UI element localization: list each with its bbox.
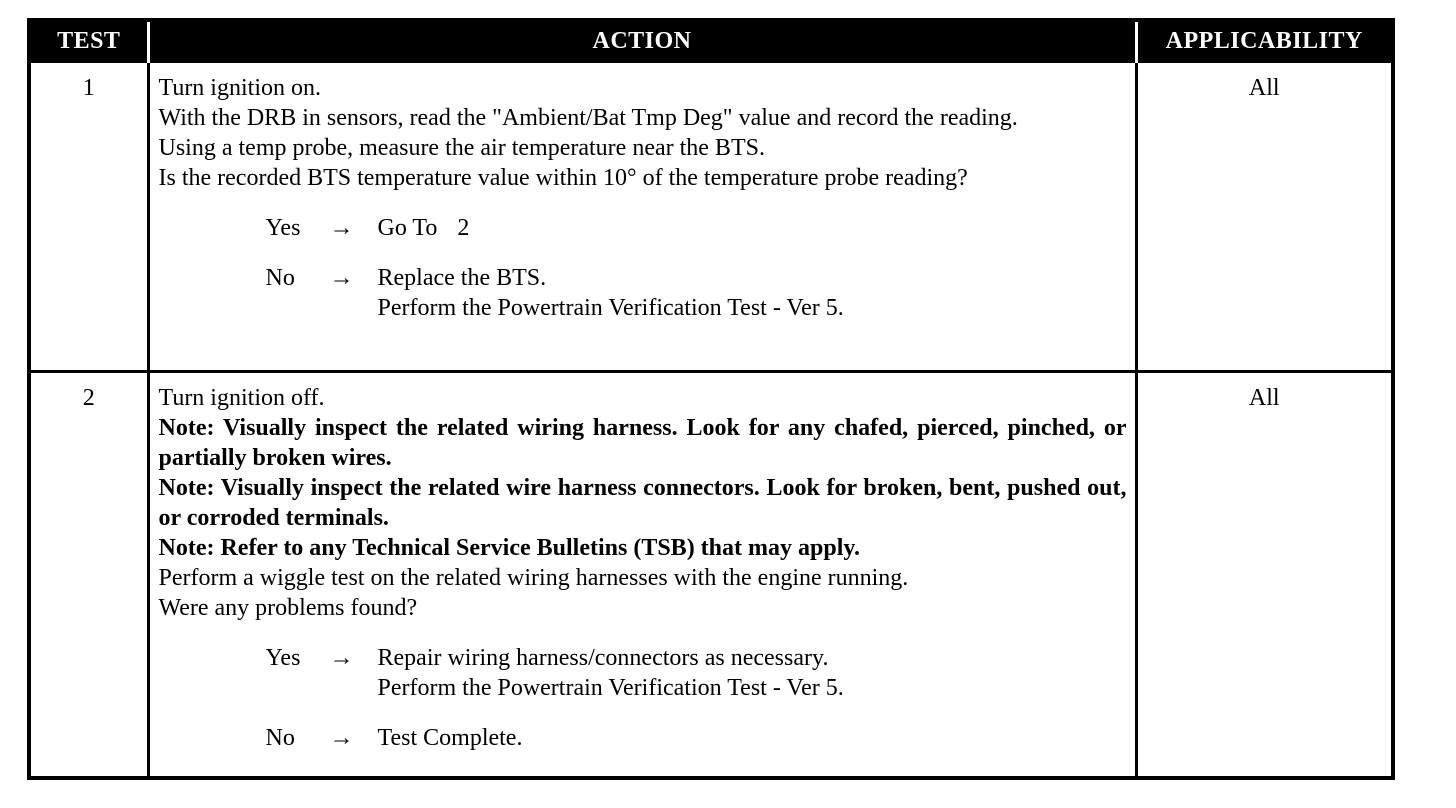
answer-label-yes: Yes [265,215,301,241]
arrow-icon: → [329,265,354,291]
arrow-icon: → [329,725,354,751]
action-step: Using a temp probe, measure the air temperature near the BTS. [158,135,765,161]
goto-text: Go To [377,215,438,241]
header-action: ACTION [148,20,1136,62]
diagnostic-test-table [27,18,1395,780]
header-row [29,20,1393,62]
arrow-icon: → [329,645,354,671]
note-step: Note: Refer to any Technical Service Bulletins (TSB) that may apply. [158,535,861,561]
note-step: Note: Visually inspect the related wire harness connectors. Look for broken, bent, pushed out, or corroded terminals. [158,475,1127,531]
outcome-result [378,723,1127,753]
applicability-value: All [1136,372,1393,779]
outcome-yes [266,213,1127,243]
answer-label-yes: Yes [265,645,301,671]
test-number: 1 [29,62,148,372]
outcome-no [266,263,1127,323]
applicability-value: All [1136,62,1393,372]
result-line: Test Complete. [377,725,523,751]
action-step: Perform a wiggle test on the related wiring harnesses with the engine running. [158,565,909,591]
result-line: Perform the Powertrain Verification Test - Ver 5. [377,675,844,701]
result-line: Replace the BTS. [377,265,547,291]
test-number: 2 [29,372,148,779]
action-cell [148,372,1136,779]
action-step: Turn ignition on. [158,75,321,101]
action-step: With the DRB in sensors, read the "Ambient/Bat Tmp Deg" value and record the reading. [158,105,1018,131]
outcome-result [378,213,1127,243]
table-row-test-1 [29,62,1393,372]
table-row-test-2 [29,372,1393,779]
action-cell [148,62,1136,372]
header-test: TEST [29,20,148,62]
answer-label-no: No [265,725,295,751]
outcome-result [378,263,1127,323]
goto-test-number: 2 [457,215,470,241]
table-header [29,20,1393,62]
outcome-result [378,643,1127,703]
result-line: Perform the Powertrain Verification Test - Ver 5. [377,295,844,321]
action-question: Were any problems found? [158,595,418,621]
arrow-icon: → [329,215,354,241]
outcome-no [266,723,1127,753]
header-applicability: APPLICABILITY [1136,20,1393,62]
note-step: Note: Visually inspect the related wiring harness. Look for any chafed, pierced, pinched, or partially broken wires. [158,415,1127,471]
result-line: Repair wiring harness/connectors as necessary. [377,645,829,671]
outcome-yes [266,643,1127,703]
action-step: Turn ignition off. [158,385,325,411]
action-question: Is the recorded BTS temperature value within 10° of the temperature probe reading? [158,165,968,191]
answer-label-no: No [265,265,295,291]
